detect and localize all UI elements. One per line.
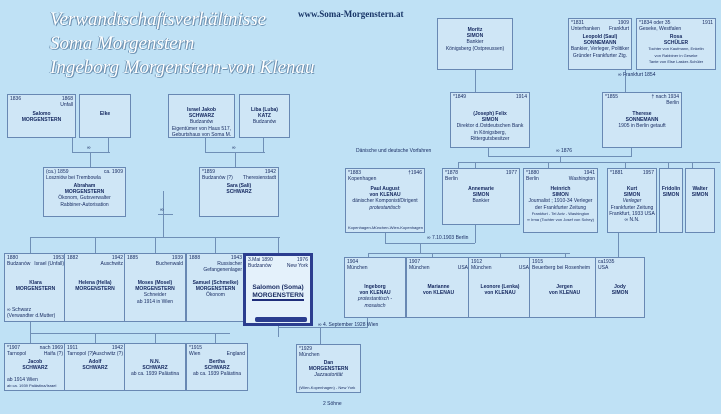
connector [385, 233, 386, 243]
connector [158, 214, 173, 215]
connector [278, 237, 279, 253]
soma-surname: MORGENSTERN [252, 292, 304, 299]
subtitle-ingeborg: Ingeborg Morgenstern-von Klenau [50, 57, 315, 78]
highlight-bar [255, 317, 307, 322]
sons-note: 2 Söhne [323, 401, 342, 407]
person-box-kurt-simon[interactable]: *1881 1957 Kurt SIMON Verleger Frankfurter Zeitung Frankfurt, 1933 USA ∞ N.N. [607, 168, 657, 233]
person-box-leonore-von-klenau[interactable]: 1912 München USA Leonore (Lenka) von KLENAU [468, 257, 532, 318]
person-box-jergen-von-klenau[interactable]: 1915 Beuerberg bei Rosenheim Jergen von KLENAU [529, 257, 600, 318]
connector [385, 243, 475, 244]
connector [108, 138, 109, 152]
connector [215, 333, 216, 343]
marriage-label: ∞ 7.10.1903 Berlin [427, 235, 469, 241]
person-box-jacob-schwarz[interactable]: *1907 nach 1969 Tarnopol Haifa (?) Jacob SCHWARZ ab 1914 Wien ab ca. 1939 Palästina/Israel [4, 343, 66, 391]
person-box-rosa-schueler[interactable]: *1834 oder 35 1911 Geseke, Westfalen Rosa SCHÜLER Tochter von Kaufmann, Enkelin von Rabbiner in Geseke Tante von Else Lasker-Schüler [636, 18, 716, 70]
marriage-label: ∞ [87, 145, 91, 151]
person-box-paul-august-von-klenau[interactable]: *1883 †1946 Kopenhagen Paul August von KLENAU dänischer Komponist/Dirigent protestantisch Kopenhagen-München-Wien-Kopenhagen [345, 168, 425, 233]
person-box-therese-sonnemann[interactable]: *1855 † nach 1934 Berlin Therese SONNEMANN 1905 in Berlin getauft [602, 92, 682, 148]
subtitle-soma: Soma Morgenstern [50, 33, 195, 54]
connector [215, 237, 216, 253]
connector [90, 152, 91, 167]
person-box-joseph-felix-simon[interactable]: *1849 1914 (Joseph) Felix SIMON Direktor d.Ostdeutschen Bank in Königsberg, Rittergutsbesitzer [450, 92, 530, 148]
connector [420, 243, 421, 253]
marriage-label: ∞ [232, 145, 236, 151]
person-box-heinrich-simon[interactable]: *1880 1941 Berlin Washington Heinrich SIMON Journalist ; 1910-34 Verleger der Frankfurter Zeitung Frankfurt - Tel Aviv - Washington ∞ Irma (Tochter von Josef von Schey) [523, 168, 598, 233]
person-box-ingeborg-von-klenau[interactable]: 1904 München Ingeborg von KLENAU protestantisch - mosaisch [344, 257, 406, 318]
person-box-israel-schwarz[interactable]: Israel Jakob SCHWARZ Budzanów Eigentümer von Haus 517, Geburtshaus von Soma M. [168, 94, 235, 138]
person-box-moses-morgenstern[interactable]: 1885 1939 Buchenwald Moses (Mosel) MORGENSTERN Schneider ab 1914 in Wien [124, 253, 186, 322]
person-box-liba-katz[interactable]: Liba (Luba) KATZ Budzanów [239, 94, 290, 138]
person-box-jody-simon[interactable]: ca1935 USA Jody SIMON [595, 257, 645, 318]
person-box-salomo-morgenstern[interactable]: 1836 1868 Unfall Salomo MORGENSTERN [7, 94, 76, 138]
site-url[interactable]: www.Soma-Morgenstern.at [298, 9, 404, 19]
connector [263, 138, 264, 152]
connector [155, 237, 156, 253]
person-box-klara-morgenstern[interactable]: 1880 1953 Budzanów Israel (Unfall) Klara MORGENSTERN ∞ Schwarz (Verwandter d.Mutter) [4, 253, 67, 322]
ancestry-note: Dänische und deutsche Vorfahren [356, 148, 432, 154]
connector [368, 253, 570, 254]
connector [30, 333, 230, 334]
connector [458, 162, 720, 163]
person-box-nn-schwarz[interactable]: N.N. SCHWARZ ab ca. 1939 Palästina [124, 343, 186, 391]
person-box-dan-morgenstern[interactable]: *1929 München Dan MORGENSTERN Jazzautorität (Wien-Kopenhagen) - New York [296, 344, 361, 393]
person-box-fridolin-simon[interactable]: Fridolin SIMON [659, 168, 683, 233]
person-box-abraham-morgenstern[interactable]: (ca.) 1859 ca. 1909 Loszniów bei Trembowla Abraham MORGENSTERN Ökonom, Gutsverwalter Rabbiner-Autorisation [43, 167, 126, 217]
person-box-bertha-schwarz[interactable]: *1915 Wien England Bertha SCHWARZ ab ca. 1939 Palästina [186, 343, 248, 391]
person-box-helena-morgenstern[interactable]: 1882 1942 Auschwitz Helena (Hella) MORGENSTERN [64, 253, 126, 322]
connector [475, 84, 476, 92]
person-box-soma-morgenstern[interactable]: 3.Mai 1890 1976 Budzanów New York Salomon (Soma) MORGENSTERN [243, 253, 313, 326]
connector [72, 138, 73, 152]
person-box-sara-schwarz[interactable]: *1859 1942 Budzanów (?) Theresienstadt Sara (Sali) SCHWARZ [199, 167, 279, 217]
marriage-label: ∞ Frankfurt 1854 [618, 72, 656, 78]
person-box-moritz-simon[interactable]: Moritz SIMON Bankier Königsberg (Ostpreussen) [437, 18, 513, 70]
person-box-leopold-sonnemann[interactable]: *1831 1909 Unterfranken Frankfurt Leopold (Saul) SONNEMANN Bankier, Verleger, Politiker Gründer Frankfurter Ztg. [568, 18, 632, 70]
person-box-walter-simon[interactable]: Walter SIMON [685, 168, 715, 233]
connector [235, 152, 236, 167]
connector [205, 138, 206, 152]
marriage-label: ∞ [160, 207, 164, 213]
connector [475, 225, 476, 243]
connector [631, 148, 632, 156]
connector [30, 237, 31, 253]
main-title: Verwandtschaftsverhältnisse [50, 9, 267, 30]
connector [475, 70, 476, 84]
connector [155, 333, 156, 343]
person-box-elke[interactable]: Elke [79, 94, 131, 138]
connector [95, 333, 96, 343]
connector [488, 148, 489, 156]
connector [320, 327, 321, 344]
connector [72, 152, 110, 153]
person-box-samuel-morgenstern[interactable]: 1888 1943 Russischer Gefangenenlager Samuel (Schmelke) MORGENSTERN Ökonom [186, 253, 245, 322]
marriage-label: ∞ 4. September 1928 Wien [318, 322, 379, 328]
marriage-label: ∞ 1876 [556, 148, 573, 154]
person-box-marianne-von-klenau[interactable]: 1907 München USA Marianne von KLENAU [406, 257, 471, 318]
connector [95, 237, 96, 253]
person-box-annemarie-simon[interactable]: *1878 1977 Berlin Annemarie SIMON Bankier [442, 168, 520, 225]
connector [618, 233, 619, 257]
person-box-adolf-schwarz[interactable]: 1911 1942 Tarnopol (?) Auschwitz (?) Adolf SCHWARZ [64, 343, 126, 391]
